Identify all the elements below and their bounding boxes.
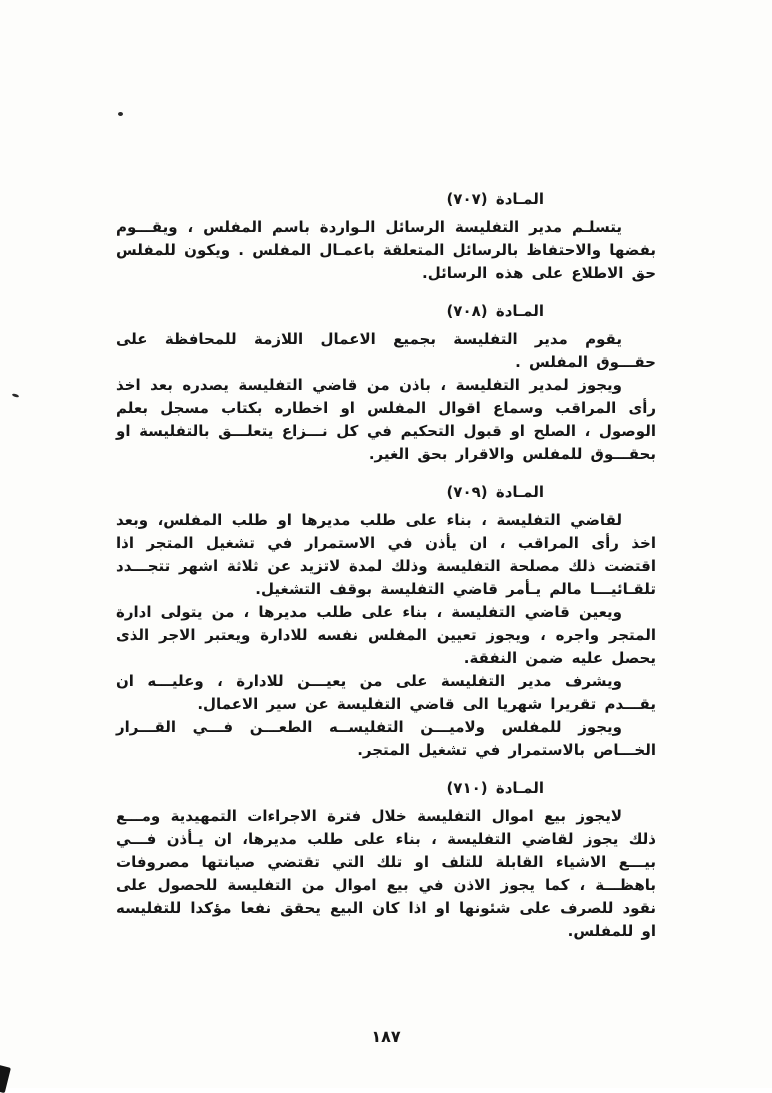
article-heading-708: المـادة (٧٠٨)	[446, 302, 544, 320]
article-708-paragraph-1: يقوم مدير التفليسة بجميع الاعمال اللازمة للمحافظة على حقـــوق المفلس .	[116, 330, 656, 371]
article-709-paragraph-3: ويشرف مدير التفليسة على من يعيـــن للادارة ، وعليـــه ان يقـــدم تقريرا شهريا الى قاضي التفليسة عن سير الاعمال.	[116, 672, 656, 713]
article-heading-709: المـادة (٧٠٩)	[446, 483, 544, 501]
article-709-paragraph-4: ويجوز للمفلس ولاميـــن التفليســه الطعـــن فـــي القـــرار الخـــاص بالاستمرار في تشغيل المتجر.	[116, 718, 656, 759]
article-heading-710: المـادة (٧١٠)	[446, 779, 544, 797]
document-body	[116, 188, 656, 943]
article-708-paragraph-2: ويجوز لمدير التفليسة ، باذن من قاضي التفليسة يصدره بعد اخذ رأى المراقب وسماع اقوال المفلس او اخطاره بكتاب مسجل بعلم الوصول ، الصلح او قبول التحكيم في كل نـــزاع يتعلـــق بالتفليسة او بحقـــوق للمفلس والاقرار بحق الغير.	[116, 376, 656, 463]
article-707-text: يتسلـم مدير التفليسة الرسائل الـواردة باسم المفلس ، ويقـــوم بفضها والاحتفاظ بالرسائل المتعلقة باعمـال المفلس . ويكون للمفلس حق الاطلاع على هذه الرسائل.	[116, 218, 656, 282]
article-710-text: لايجوز بيع اموال التفليسة خلال فترة الاجراءات التمهيدية ومـــع ذلك يجوز لقاضي التفليسة ، بناء على طلب مديرها، ان يـأذن فـــي بيـــع الاشياء القابلة للتلف او تلك التي تقتضي صيانتها مصروفات باهظـــة ، كما يجوز الاذن في بيع اموال من التفليسة للحصول على نقود للصرف على شئونها او اذا كان البيع يحقق نفعا مؤكدا للتفليسه او للمفلس.	[116, 807, 656, 940]
scan-artifact-corner	[0, 1065, 11, 1093]
article-709-paragraph-2: ويعين قاضي التفليسة ، بناء على طلب مديرها ، من يتولى ادارة المتجر واجره ، ويجوز تعيين المفلس نفسه للادارة ويعتبر الاجر الذى يحصل عليه ضمن النفقة.	[116, 603, 656, 667]
page-number: ١٨٧	[371, 1027, 401, 1046]
scan-speck	[12, 393, 20, 398]
article-709-paragraph-1: لقاضي التفليسة ، بناء على طلب مديرها او طلب المفلس، وبعد اخذ رأى المراقب ، ان يأذن في الاستمرار في تشغيل المتجر اذا اقتضت ذلك مصلحة التفليسة وذلك لمدة لاتزيد عن ثلاثة اشهر تتجـــدد تلقـائيـــا مالم يـأمر قاضي التفليسة بوقف التشغيل.	[116, 511, 656, 598]
article-heading-707: المـادة (٧٠٧)	[446, 190, 544, 208]
scan-speck	[118, 112, 123, 116]
